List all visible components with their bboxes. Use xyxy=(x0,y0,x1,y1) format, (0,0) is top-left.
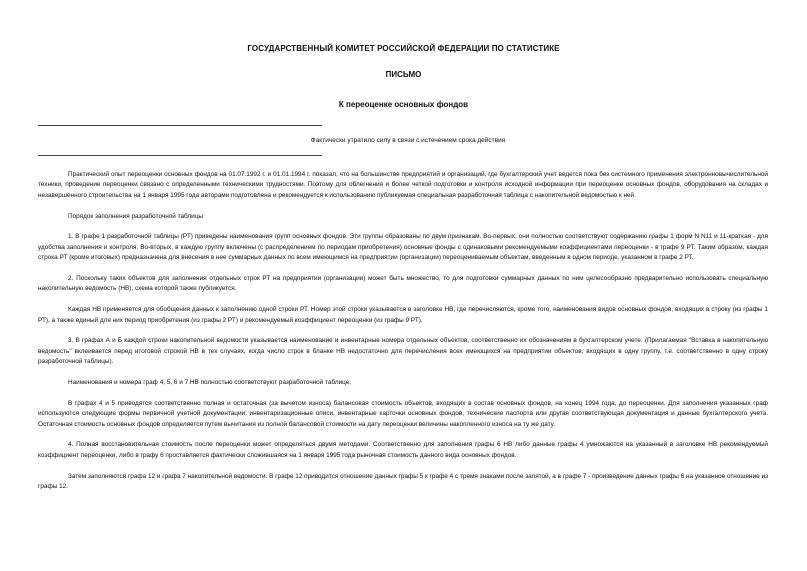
validity-status-note: Фактически утратило силу в связи с истечением срока действия xyxy=(310,137,506,144)
bottom-divider xyxy=(38,155,322,156)
paragraph-item-4: 4. Полная восстановительная стоимость после переоценки может определяться двумя методами. Соответственно для заполнения графы 6 НВ либо данные графы 4 умножаются на указанный в заголовке НВ рекомендуемый коэффициент переоценки, либо в графу 6 проставляется фактически сложившаяся на 1 января 1995 года рыночная стоимость данного вида основных фондов. xyxy=(38,441,768,459)
paragraph-columns-match: Наименования и номера граф 4, 5, 6 и 7 НВ полностью соответствуют разработочной таблице. xyxy=(68,379,352,387)
document-subject: К переоценке основных фондов xyxy=(338,100,469,109)
letter-body xyxy=(38,170,768,503)
document-type: ПИСЬМО xyxy=(385,70,422,79)
paragraph-item-2: 2. Поскольку таких объектов для заполнения отдельных строк РТ на предприятии (организации) может быть множество, то для подготовки суммарных данных по ним целесообразно предварительно использовать специальную накопительную ведомость (НВ), схема которой также публикуется. xyxy=(38,275,768,293)
paragraph-section-heading: Порядок заполнения разработочной таблицы xyxy=(68,212,203,220)
paragraph-nv-usage: Каждая НВ применяется для обобщения данных к заполнению одной строки РТ. Номер этой строки указывается в заголовке НВ, где перечисляются, кроме того, наименования видов основных фондов, входящих в строку (из графы 1 РТ), а также единый для них период приобретения (из графы 2 РТ) и рекомендуемый коэффициент переоценки (из графы 9 РТ). xyxy=(38,306,768,324)
paragraph-columns-4-5: В графах 4 и 5 приводятся соответственно полная и остаточная (за вычетом износа) балансовая стоимость объектов, входящих в состав основных фондов, на конец 1994 года, до переоценки. Для заполнения указанных граф используются следующие формы первичной учетной документации: инвентаризационные описи, инвентарные карточки основных фондов, технические паспорта или другая соответствующая документация и данные бухгалтерского учета. Остаточная стоимость основных фондов определяется путем вычитания из полной балансовой стоимости на дату переоценки величины накопленного износа на ту же дату. xyxy=(38,399,768,428)
paragraph-item-1: 1. В графе 1 разработочной таблицы (РТ) приведены наименования групп основных фондов. Эти группы образованы по двум признакам. Во-первых, они полностью соответствуют содержанию графы 1 форм N N11 и 11-краткая - для удобства заполнения и контроля. Во-вторых, в каждую группу включены (с распределением по периодам приобретения) основные фонды с одинаковыми рекомендуемыми коэффициентами переоценки - в графе 9 РТ. Таким образом, каждая строка РТ (кроме итоговых) предназначена для внесения в нее суммарных данных по всем имеющимся на предприятии (организации) переоцениваемым объектам, введенным в одном периоде, указанном в графе 2 РТ. xyxy=(38,233,768,262)
paragraph-intro: Практический опыт переоценки основных фондов на 01.07.1992 г. и 01.01.1994 г. показал, что на большинстве предприятий и организаций, где бухгалтерский учет ведется пока без системного применения электронновычислительной техники, проведение переоценки связано с определенными техническими трудностями. Поэтому для облегчения и более четкой подготовки и контроля исходной информации при переоценке основных фондов, оборудования на складах и незавершенного строительства на 1 января 1995 года авторами подготовлена и рекомендуется к использованию публикуемая специальная разработочная таблица с накопительной ведомостью к ней. xyxy=(38,171,768,199)
top-divider xyxy=(38,125,322,126)
issuing-organization: ГОСУДАРСТВЕННЫЙ КОМИТЕТ РОССИЙСКОЙ ФЕДЕРАЦИИ ПО СТАТИСТИКЕ xyxy=(247,44,560,53)
paragraph-columns-12-7: Затем заполняются графа 12 и графа 7 накопительной ведомости. В графе 12 приводится отношение данных графы 5 к графе 4 с тремя знаками после запятой, а в графе 7 - произведение данных графы 6 на указанное отношение из графы 12. xyxy=(38,472,768,491)
paragraph-item-3: 3. В графах А и Б каждой строки накопительной ведомости указывается наименование и инвентарные номера отдельных объектов, соответственно их обозначениям в бухгалтерском учете. (Прилагаемая "Вставка в накопительную ведомость" вклеивается перед итоговой строкой НВ в тех случаях, когда число строк в бланке НВ недостаточно для перечисления всех имеющихся на предприятии объектов, входящих в одну группу, т.е. соответственно в одну строку разработочной таблицы). xyxy=(38,337,768,366)
